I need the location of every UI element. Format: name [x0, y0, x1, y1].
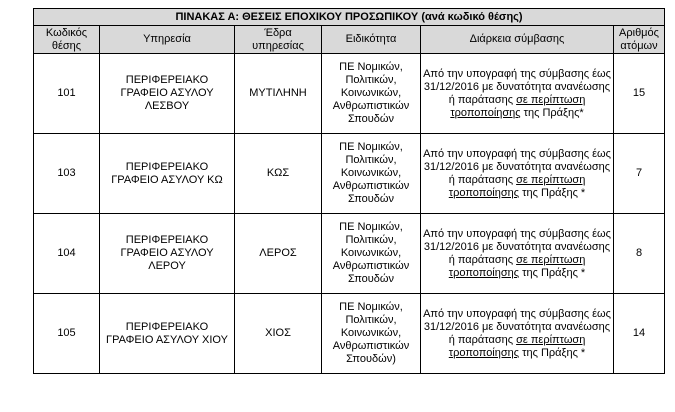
cell-duration	[421, 134, 614, 214]
duration-underlined-text: σε περίπτωση τροποποίησης	[448, 253, 586, 279]
cell-service: ΠΕΡΙΦΕΡΕΙΑΚΟ ΓΡΑΦΕΙΟ ΑΣΥΛΟΥ ΧΙΟΥ	[100, 294, 235, 374]
cell-count: 8	[614, 214, 665, 294]
duration-text: Από την υπογραφή της σύμβασης έως 31/12/2016 με δυνατότητα ανανέωσης ή παράτασης	[423, 67, 611, 106]
cell-code: 101	[34, 54, 100, 134]
table-header-row	[34, 26, 665, 54]
duration-underlined-text: σε περίπτωση τροποποίησης	[448, 173, 586, 199]
positions-table	[33, 8, 665, 374]
positions-table-container	[33, 8, 664, 374]
table-row	[34, 54, 665, 134]
table-row	[34, 214, 665, 294]
header-seat: Έδρα υπηρεσίας	[235, 26, 322, 54]
cell-specialty: ΠΕ Νομικών, Πολιτικών, Κοινωνικών, Ανθρωπιστικών Σπουδών)	[322, 294, 421, 374]
duration-text-end: της Πράξης *	[522, 346, 586, 359]
duration-underlined-text: σε περίπτωση τροποποίησης	[450, 93, 586, 119]
cell-seat: ΛΕΡΟΣ	[235, 214, 322, 294]
duration-text: Από την υπογραφή της σύμβασης έως 31/12/2016 με δυνατότητα ανανέωσης ή παράτασης	[423, 307, 611, 346]
duration-text: Από την υπογραφή της σύμβασης έως 31/12/2016 με δυνατότητα ανανέωσης ή παράτασης	[423, 227, 611, 266]
header-code: Κωδικός θέσης	[34, 26, 100, 54]
cell-specialty: ΠΕ Νομικών, Πολιτικών, Κοινωνικών, Ανθρωπιστικών Σπουδών	[322, 214, 421, 294]
cell-count: 14	[614, 294, 665, 374]
cell-code: 103	[34, 134, 100, 214]
cell-service: ΠΕΡΙΦΕΡΕΙΑΚΟ ΓΡΑΦΕΙΟ ΑΣΥΛΟΥ ΛΕΣΒΟΥ	[100, 54, 235, 134]
duration-text-end: της Πράξης *	[522, 186, 586, 199]
duration-text: Από την υπογραφή της σύμβασης έως 31/12/2016 με δυνατότητα ανανέωσης ή παράτασης	[423, 147, 611, 186]
cell-service: ΠΕΡΙΦΕΡΕΙΑΚΟ ΓΡΑΦΕΙΟ ΑΣΥΛΟΥ ΛΕΡΟΥ	[100, 214, 235, 294]
table-row	[34, 294, 665, 374]
cell-duration	[421, 294, 614, 374]
header-specialty: Ειδικότητα	[322, 26, 421, 54]
duration-text-end: της Πράξης *	[522, 266, 586, 279]
cell-seat: ΜΥΤΙΛΗΝΗ	[235, 54, 322, 134]
header-service: Υπηρεσία	[100, 26, 235, 54]
cell-seat: ΧΙΟΣ	[235, 294, 322, 374]
duration-text-end: της Πράξης*	[523, 106, 584, 119]
cell-code: 104	[34, 214, 100, 294]
cell-code: 105	[34, 294, 100, 374]
cell-seat: ΚΩΣ	[235, 134, 322, 214]
cell-service: ΠΕΡΙΦΕΡΕΙΑΚΟ ΓΡΑΦΕΙΟ ΑΣΥΛΟΥ ΚΩ	[100, 134, 235, 214]
table-row	[34, 134, 665, 214]
cell-duration	[421, 54, 614, 134]
cell-specialty: ΠΕ Νομικών, Πολιτικών, Κοινωνικών, Ανθρωπιστικών Σπουδών	[322, 54, 421, 134]
duration-underlined-text: σε περίπτωση τροποποίησης	[448, 333, 586, 359]
cell-specialty: ΠΕ Νομικών, Πολιτικών, Κοινωνικών, Ανθρωπιστικών Σπουδών	[322, 134, 421, 214]
cell-duration	[421, 214, 614, 294]
header-duration: Διάρκεια σύμβασης	[421, 26, 614, 54]
cell-count: 7	[614, 134, 665, 214]
table-caption: ΠΙΝΑΚΑΣ Α: ΘΕΣΕΙΣ ΕΠΟΧΙΚΟΥ ΠΡΟΣΩΠΙΚΟΥ (ανά κωδικό θέσης)	[34, 9, 665, 26]
header-count: Αριθμός ατόμων	[614, 26, 665, 54]
cell-count: 15	[614, 54, 665, 134]
